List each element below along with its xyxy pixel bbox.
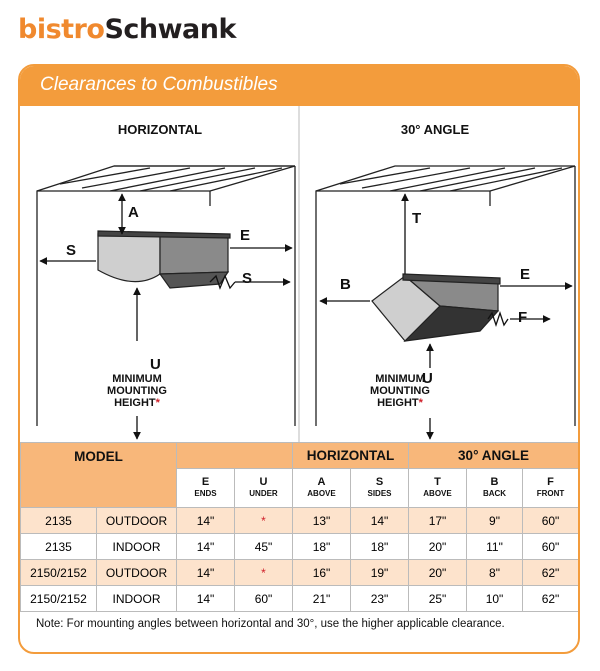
column-header: E ENDS	[177, 469, 235, 508]
clearance-cell: 23"	[351, 586, 409, 612]
model-number-cell: 2150/2152	[21, 586, 97, 612]
clearance-cell: 20"	[409, 560, 467, 586]
model-number-cell: 2135	[21, 534, 97, 560]
clearance-cell: 13"	[293, 508, 351, 534]
diagram-area	[20, 106, 578, 442]
clearance-cell: 14"	[177, 534, 235, 560]
clearances-panel	[18, 64, 580, 654]
label-u-right: U	[422, 370, 433, 387]
clearance-cell: *	[235, 508, 293, 534]
column-header: B BACK	[467, 469, 523, 508]
label-e-right: E	[520, 266, 531, 283]
clearance-cell: 21"	[293, 586, 351, 612]
clearance-cell: 60"	[523, 508, 579, 534]
angle-header: 30° ANGLE	[409, 443, 579, 469]
table-row	[21, 560, 579, 586]
label-e-left: E	[240, 227, 251, 244]
clearance-cell: 16"	[293, 560, 351, 586]
location-cell: OUTDOOR	[97, 508, 177, 534]
mounting-height-left: MINIMUM MOUNTING HEIGHT*	[107, 373, 167, 409]
model-header: MODEL	[21, 443, 177, 508]
clearance-cell: 62"	[523, 586, 579, 612]
location-cell: INDOOR	[97, 586, 177, 612]
brand-logo	[18, 14, 236, 45]
horizontal-title: HORIZONTAL	[117, 122, 203, 137]
note-text: Note: For mounting angles between horizontal and 30°, use the higher applicable clearance.	[36, 618, 505, 630]
label-f: F	[518, 309, 528, 326]
clearance-cell: 17"	[409, 508, 467, 534]
clearance-cell: 60"	[235, 586, 293, 612]
angle-heater	[372, 274, 500, 341]
label-a: A	[128, 204, 139, 221]
panel-header	[20, 66, 578, 106]
model-number-cell: 2150/2152	[21, 560, 97, 586]
column-header: T ABOVE	[409, 469, 467, 508]
clearance-cell: 14"	[177, 508, 235, 534]
brand-logo-part2: Schwank	[104, 14, 236, 45]
panel-title: Clearances to Combustibles	[40, 74, 278, 95]
table-row	[21, 534, 579, 560]
clearance-cell: 10"	[467, 586, 523, 612]
clearance-cell: 18"	[351, 534, 409, 560]
clearance-cell: 8"	[467, 560, 523, 586]
clearance-cell: 9"	[467, 508, 523, 534]
label-s-left: S	[66, 242, 77, 259]
column-header: A ABOVE	[293, 469, 351, 508]
clearance-cell: 45"	[235, 534, 293, 560]
label-t: T	[412, 210, 422, 227]
column-header: F FRONT	[523, 469, 579, 508]
mounting-height-right: MINIMUM MOUNTING HEIGHT*	[370, 373, 430, 409]
clearance-cell: 19"	[351, 560, 409, 586]
clearance-table	[20, 442, 579, 612]
brand-logo-part1: bistro	[18, 14, 105, 45]
clearance-cell: *	[235, 560, 293, 586]
clearance-cell: 14"	[351, 508, 409, 534]
clearance-cell: 20"	[409, 534, 467, 560]
horizontal-heater	[98, 231, 230, 288]
location-cell: INDOOR	[97, 534, 177, 560]
clearance-cell: 25"	[409, 586, 467, 612]
column-header: U UNDER	[235, 469, 293, 508]
angle-title: 30° ANGLE	[400, 122, 470, 137]
table-group-header-row	[21, 443, 579, 469]
table-row	[21, 508, 579, 534]
clearance-cell: 14"	[177, 560, 235, 586]
horizontal-header: HORIZONTAL	[293, 443, 409, 469]
column-header: S SIDES	[351, 469, 409, 508]
label-u-left: U	[150, 356, 161, 373]
label-s-right: S	[242, 270, 253, 287]
clearance-cell: 14"	[177, 586, 235, 612]
clearance-cell: 18"	[293, 534, 351, 560]
clearance-cell: 11"	[467, 534, 523, 560]
table-row	[21, 586, 579, 612]
model-number-cell: 2135	[21, 508, 97, 534]
location-cell: OUTDOOR	[97, 560, 177, 586]
label-b: B	[340, 276, 351, 293]
clearance-cell: 60"	[523, 534, 579, 560]
clearance-cell: 62"	[523, 560, 579, 586]
